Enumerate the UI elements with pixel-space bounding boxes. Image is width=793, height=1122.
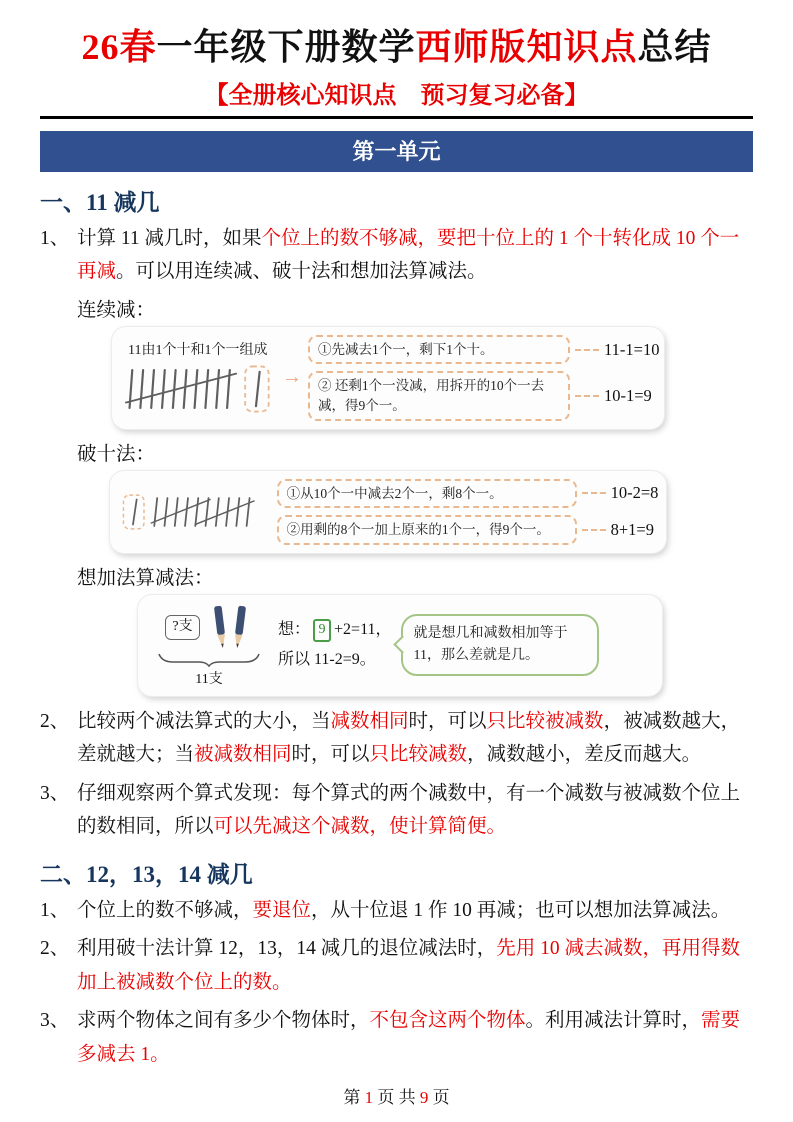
- para-text: 求两个物体之间有多少个物体时，不包含这两个物体。利用减法计算时，需要多减去 1。: [77, 1010, 741, 1065]
- equation: 11-1=10: [604, 339, 660, 359]
- dashed-connector: [575, 395, 599, 397]
- card-xiangjiafa: [138, 595, 662, 696]
- step-box: ② 还剩1个一没减，用拆开的10个一去减，得9个一。: [308, 371, 570, 420]
- sticks-row-icon: [122, 487, 269, 537]
- think-line2: 所以 11-2=9。: [278, 651, 376, 669]
- step-box: ①从10个一中减去2个一，剩8个一。: [277, 479, 577, 509]
- step-row: [308, 371, 652, 420]
- para-number: 3、: [40, 782, 70, 804]
- para-text: 利用破十法计算 12，13，14 减几的退位减法时，先用 10 减去减数，再用得数加上被减数个位上的数。: [77, 938, 741, 993]
- card-lianxujian: [112, 327, 664, 429]
- section2-heading: 二、12，13，14 减几: [40, 861, 253, 887]
- para-number: 1、: [40, 227, 70, 249]
- arrow-right-icon: →: [282, 366, 302, 389]
- para-borrow: [40, 894, 753, 928]
- pencil-figure: [150, 603, 268, 688]
- para-number: 1、: [40, 899, 70, 921]
- para-between-objects: [40, 1004, 753, 1071]
- para-number: 2、: [40, 710, 70, 732]
- equation: 10-2=8: [610, 483, 659, 503]
- para-observe: [40, 777, 753, 844]
- step-row: [277, 515, 654, 545]
- equation: 8+1=9: [610, 519, 654, 539]
- para-text: 比较两个减法算式的大小，当减数相同时，可以只比较被减数，被减数越大，差就越大；当被减数相同时，可以只比较减数，减数越小，差反而越大。: [77, 710, 741, 766]
- dashed-connector: [575, 349, 599, 351]
- unit-banner: 第一单元: [40, 131, 753, 172]
- para-calc-11: [40, 222, 753, 289]
- section1-heading: 一、11 减几: [40, 189, 160, 215]
- speech-bubble: 就是想几和减数相加等于11，那么差就是几。: [401, 614, 599, 675]
- steps-lianxujian: [308, 335, 660, 421]
- para-text: 个位上的数不够减，要退位，从十位退 1 作 10 再减；也可以想加法算减法。: [77, 899, 731, 921]
- label-lianxujian: 连续减：: [77, 299, 156, 321]
- card-poshifa: [110, 471, 666, 553]
- subtitle: 【全册核心知识点 预习复习必备】: [204, 82, 589, 109]
- addend-box: 9: [313, 619, 331, 642]
- step-row: [277, 479, 659, 509]
- step-box: ①先减去1个一，剩下1个十。: [308, 335, 570, 365]
- equation: 10-1=9: [604, 385, 652, 405]
- think-line1: [278, 615, 391, 645]
- step-box: ②用剩的8个一加上原来的1个一，得9个一。: [277, 515, 577, 545]
- steps-poshifa: [277, 479, 659, 545]
- para-text: 计算 11 减几时，如果个位上的数不够减，要把十位上的 1 个十转化成 10 个一再减。可以用连续减、破十法和想加法算减法。: [77, 227, 740, 283]
- count-label: 11支: [195, 671, 223, 687]
- dashed-connector: [582, 492, 606, 494]
- question-count-box: ?支: [165, 615, 199, 639]
- think-suffix: +2=11，: [334, 620, 392, 638]
- pencils-icon: [207, 603, 253, 653]
- sticks-caption: 11由1个十和1个一组成: [128, 342, 268, 358]
- para-number: 2、: [40, 938, 70, 960]
- para-text: 仔细观察两个算式发现：每个算式的两个减数中，有一个减数与被减数个位上的数相同，所以可以先减这个减数，使计算简便。: [77, 782, 741, 838]
- para-compare: [40, 705, 753, 772]
- think-text: [278, 615, 391, 676]
- para-number: 3、: [40, 1010, 70, 1032]
- dashed-connector: [582, 529, 606, 531]
- para-poshifa-12-14: [40, 932, 753, 999]
- sticks-figure: [124, 339, 276, 417]
- think-prefix: 想：: [278, 620, 311, 638]
- page-title: 26春一年级下册数学西师版知识点总结: [81, 27, 712, 67]
- step-row: [308, 335, 660, 365]
- question-row: [165, 603, 252, 653]
- page-footer: 第 1 页 共 9 页: [343, 1088, 450, 1107]
- divider-rule: [40, 116, 753, 119]
- label-xiangjiafa: 想加法算减法：: [77, 567, 214, 589]
- label-poshifa: 破十法：: [77, 443, 156, 465]
- brace-icon: [157, 653, 261, 667]
- sticks-eleven-icon: [124, 361, 276, 417]
